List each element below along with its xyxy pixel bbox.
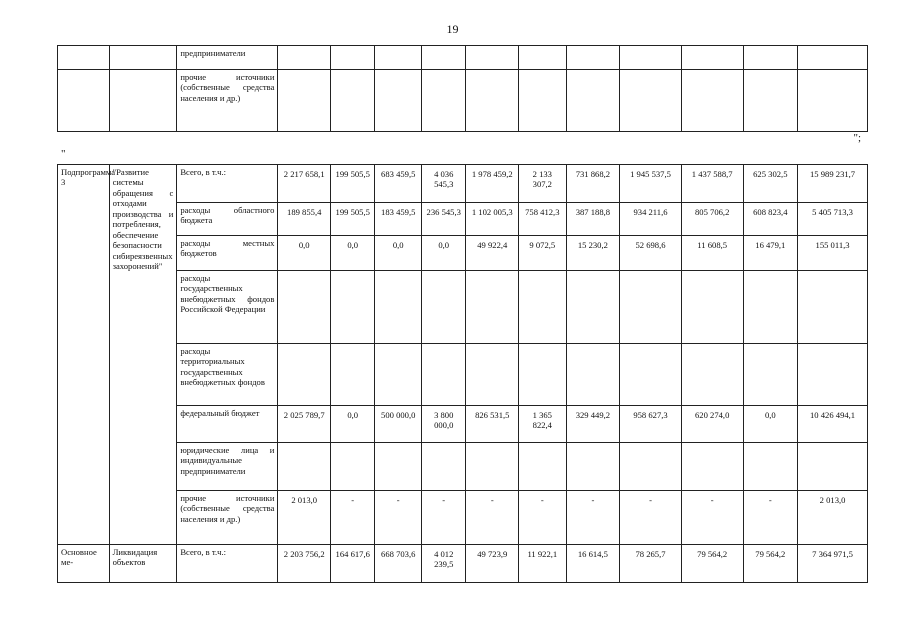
value-cell [278,271,331,344]
value-cell: 387 188,8 [566,203,620,236]
value-cell: 1 102 005,3 [466,203,519,236]
value-cell: 826 531,5 [466,406,519,443]
value-cell: 49 922,4 [466,236,519,271]
table-cell [620,70,682,132]
table-cell [743,70,798,132]
funding-source: Всего, в т.ч.: [177,545,278,583]
value-cell: 5 405 713,3 [798,203,868,236]
table-cell [422,46,466,70]
value-cell [331,344,375,406]
value-cell [798,344,868,406]
value-cell: 3 800 000,0 [422,406,466,443]
table-cell [566,46,620,70]
value-cell: 15 230,2 [566,236,620,271]
funding-source: расходы местных бюджетов [177,236,278,271]
value-cell: - [566,491,620,545]
table-cell [519,46,567,70]
activity-title: Ликвидация объектов [109,545,177,583]
table-cell [331,70,375,132]
value-cell [331,443,375,491]
value-cell: 0,0 [375,236,422,271]
value-cell: 79 564,2 [681,545,743,583]
value-cell: 183 459,5 [375,203,422,236]
value-cell: 0,0 [278,236,331,271]
table-cell: прочие источники (собственные средства населения и др.) [177,70,278,132]
table-cell [109,46,177,70]
value-cell: 11 922,1 [519,545,567,583]
value-cell: 2 013,0 [798,491,868,545]
value-cell: 0,0 [331,236,375,271]
value-cell: 668 703,6 [375,545,422,583]
table-cell [375,70,422,132]
value-cell [566,443,620,491]
value-cell: 164 617,6 [331,545,375,583]
value-cell [743,443,798,491]
table-cell [109,70,177,132]
table-cell [58,46,110,70]
table-cell [681,70,743,132]
value-cell [798,443,868,491]
value-cell: 958 627,3 [620,406,682,443]
value-cell: 758 412,3 [519,203,567,236]
funding-source: расходы территориальных государственных внебюджетных фондов [177,344,278,406]
table-cell [681,46,743,70]
value-cell [743,344,798,406]
table-row [58,406,868,443]
value-cell [620,443,682,491]
value-cell [743,271,798,344]
value-cell: 49 723,9 [466,545,519,583]
top-table-fragment [57,45,868,132]
value-cell [278,344,331,406]
activity-label: Основное ме- [58,545,110,583]
value-cell: - [519,491,567,545]
value-cell [519,443,567,491]
value-cell: 1 437 588,7 [681,165,743,203]
value-cell: 731 868,2 [566,165,620,203]
table-cell [519,70,567,132]
value-cell: 1 978 459,2 [466,165,519,203]
value-cell [422,443,466,491]
value-cell: - [422,491,466,545]
value-cell [422,271,466,344]
subprogram-title: "Развитие системы обращения с отходами производства и потребления, обеспечение безопасности сибиреязвенных захоронений" [109,165,177,545]
table-cell: предприниматели [177,46,278,70]
value-cell [375,271,422,344]
value-cell [566,344,620,406]
value-cell: 500 000,0 [375,406,422,443]
table-cell [743,46,798,70]
value-cell: 7 364 971,5 [798,545,868,583]
value-cell: 78 265,7 [620,545,682,583]
value-cell: 199 505,5 [331,165,375,203]
table-cell [798,46,868,70]
value-cell: 934 211,6 [620,203,682,236]
value-cell [798,271,868,344]
value-cell: 683 459,5 [375,165,422,203]
value-cell: 16 614,5 [566,545,620,583]
value-cell: 2 013,0 [278,491,331,545]
table-cell [331,46,375,70]
table-row [58,491,868,545]
value-cell [466,271,519,344]
funding-source: юридические лица и индивидуальные предприниматели [177,443,278,491]
value-cell: - [375,491,422,545]
value-cell: 16 479,1 [743,236,798,271]
value-cell [466,344,519,406]
value-cell: 155 011,3 [798,236,868,271]
table-cell [798,70,868,132]
table-row [58,271,868,344]
value-cell: 2 025 789,7 [278,406,331,443]
table-row [58,545,868,583]
value-cell: 9 072,5 [519,236,567,271]
value-cell [331,271,375,344]
value-cell [375,443,422,491]
value-cell [620,271,682,344]
value-cell: 4 012 239,5 [422,545,466,583]
value-cell: 2 133 307,2 [519,165,567,203]
value-cell [519,271,567,344]
funding-source: Всего, в т.ч.: [177,165,278,203]
value-cell: - [331,491,375,545]
value-cell: - [681,491,743,545]
value-cell: 199 505,5 [331,203,375,236]
closing-quote-mark: "; [853,132,861,144]
value-cell [681,271,743,344]
value-cell: 52 698,6 [620,236,682,271]
table-cell [422,70,466,132]
value-cell: 625 302,5 [743,165,798,203]
subprogram-label: Подпрограмма 3 [58,165,110,545]
value-cell [466,443,519,491]
table-cell [375,46,422,70]
value-cell: 10 426 494,1 [798,406,868,443]
value-cell: 329 449,2 [566,406,620,443]
table-cell [566,70,620,132]
value-cell: 79 564,2 [743,545,798,583]
value-cell: 620 274,0 [681,406,743,443]
funding-source: расходы государственных внебюджетных фондов Российской Федерации [177,271,278,344]
value-cell: 2 217 658,1 [278,165,331,203]
value-cell: 15 989 231,7 [798,165,868,203]
table-cell [278,70,331,132]
table-cell [620,46,682,70]
value-cell: 0,0 [422,236,466,271]
value-cell: 236 545,3 [422,203,466,236]
value-cell: 1 365 822,4 [519,406,567,443]
table-row [58,70,868,132]
value-cell [620,344,682,406]
funding-source: прочие источники (собственные средства населения и др.) [177,491,278,545]
value-cell: 805 706,2 [681,203,743,236]
value-cell: 4 036 545,3 [422,165,466,203]
page-number: 19 [446,22,459,36]
table-cell [466,46,519,70]
funding-source: расходы областного бюджета [177,203,278,236]
value-cell [278,443,331,491]
value-cell: - [743,491,798,545]
value-cell: - [620,491,682,545]
table-row [58,236,868,271]
table-cell [466,70,519,132]
table-cell [278,46,331,70]
table-row [58,344,868,406]
value-cell [375,344,422,406]
value-cell: 608 823,4 [743,203,798,236]
value-cell: - [466,491,519,545]
funding-source: федеральный бюджет [177,406,278,443]
opening-quote-mark: " [61,148,66,160]
value-cell: 2 203 756,2 [278,545,331,583]
table-row [58,165,868,203]
value-cell: 189 855,4 [278,203,331,236]
value-cell [422,344,466,406]
subprogram-table [57,164,868,583]
table-row [58,46,868,70]
value-cell [566,271,620,344]
value-cell [519,344,567,406]
value-cell: 1 945 537,5 [620,165,682,203]
value-cell [681,443,743,491]
value-cell [681,344,743,406]
value-cell: 11 608,5 [681,236,743,271]
table-cell [58,70,110,132]
value-cell: 0,0 [331,406,375,443]
table-row [58,203,868,236]
table-row [58,443,868,491]
value-cell: 0,0 [743,406,798,443]
